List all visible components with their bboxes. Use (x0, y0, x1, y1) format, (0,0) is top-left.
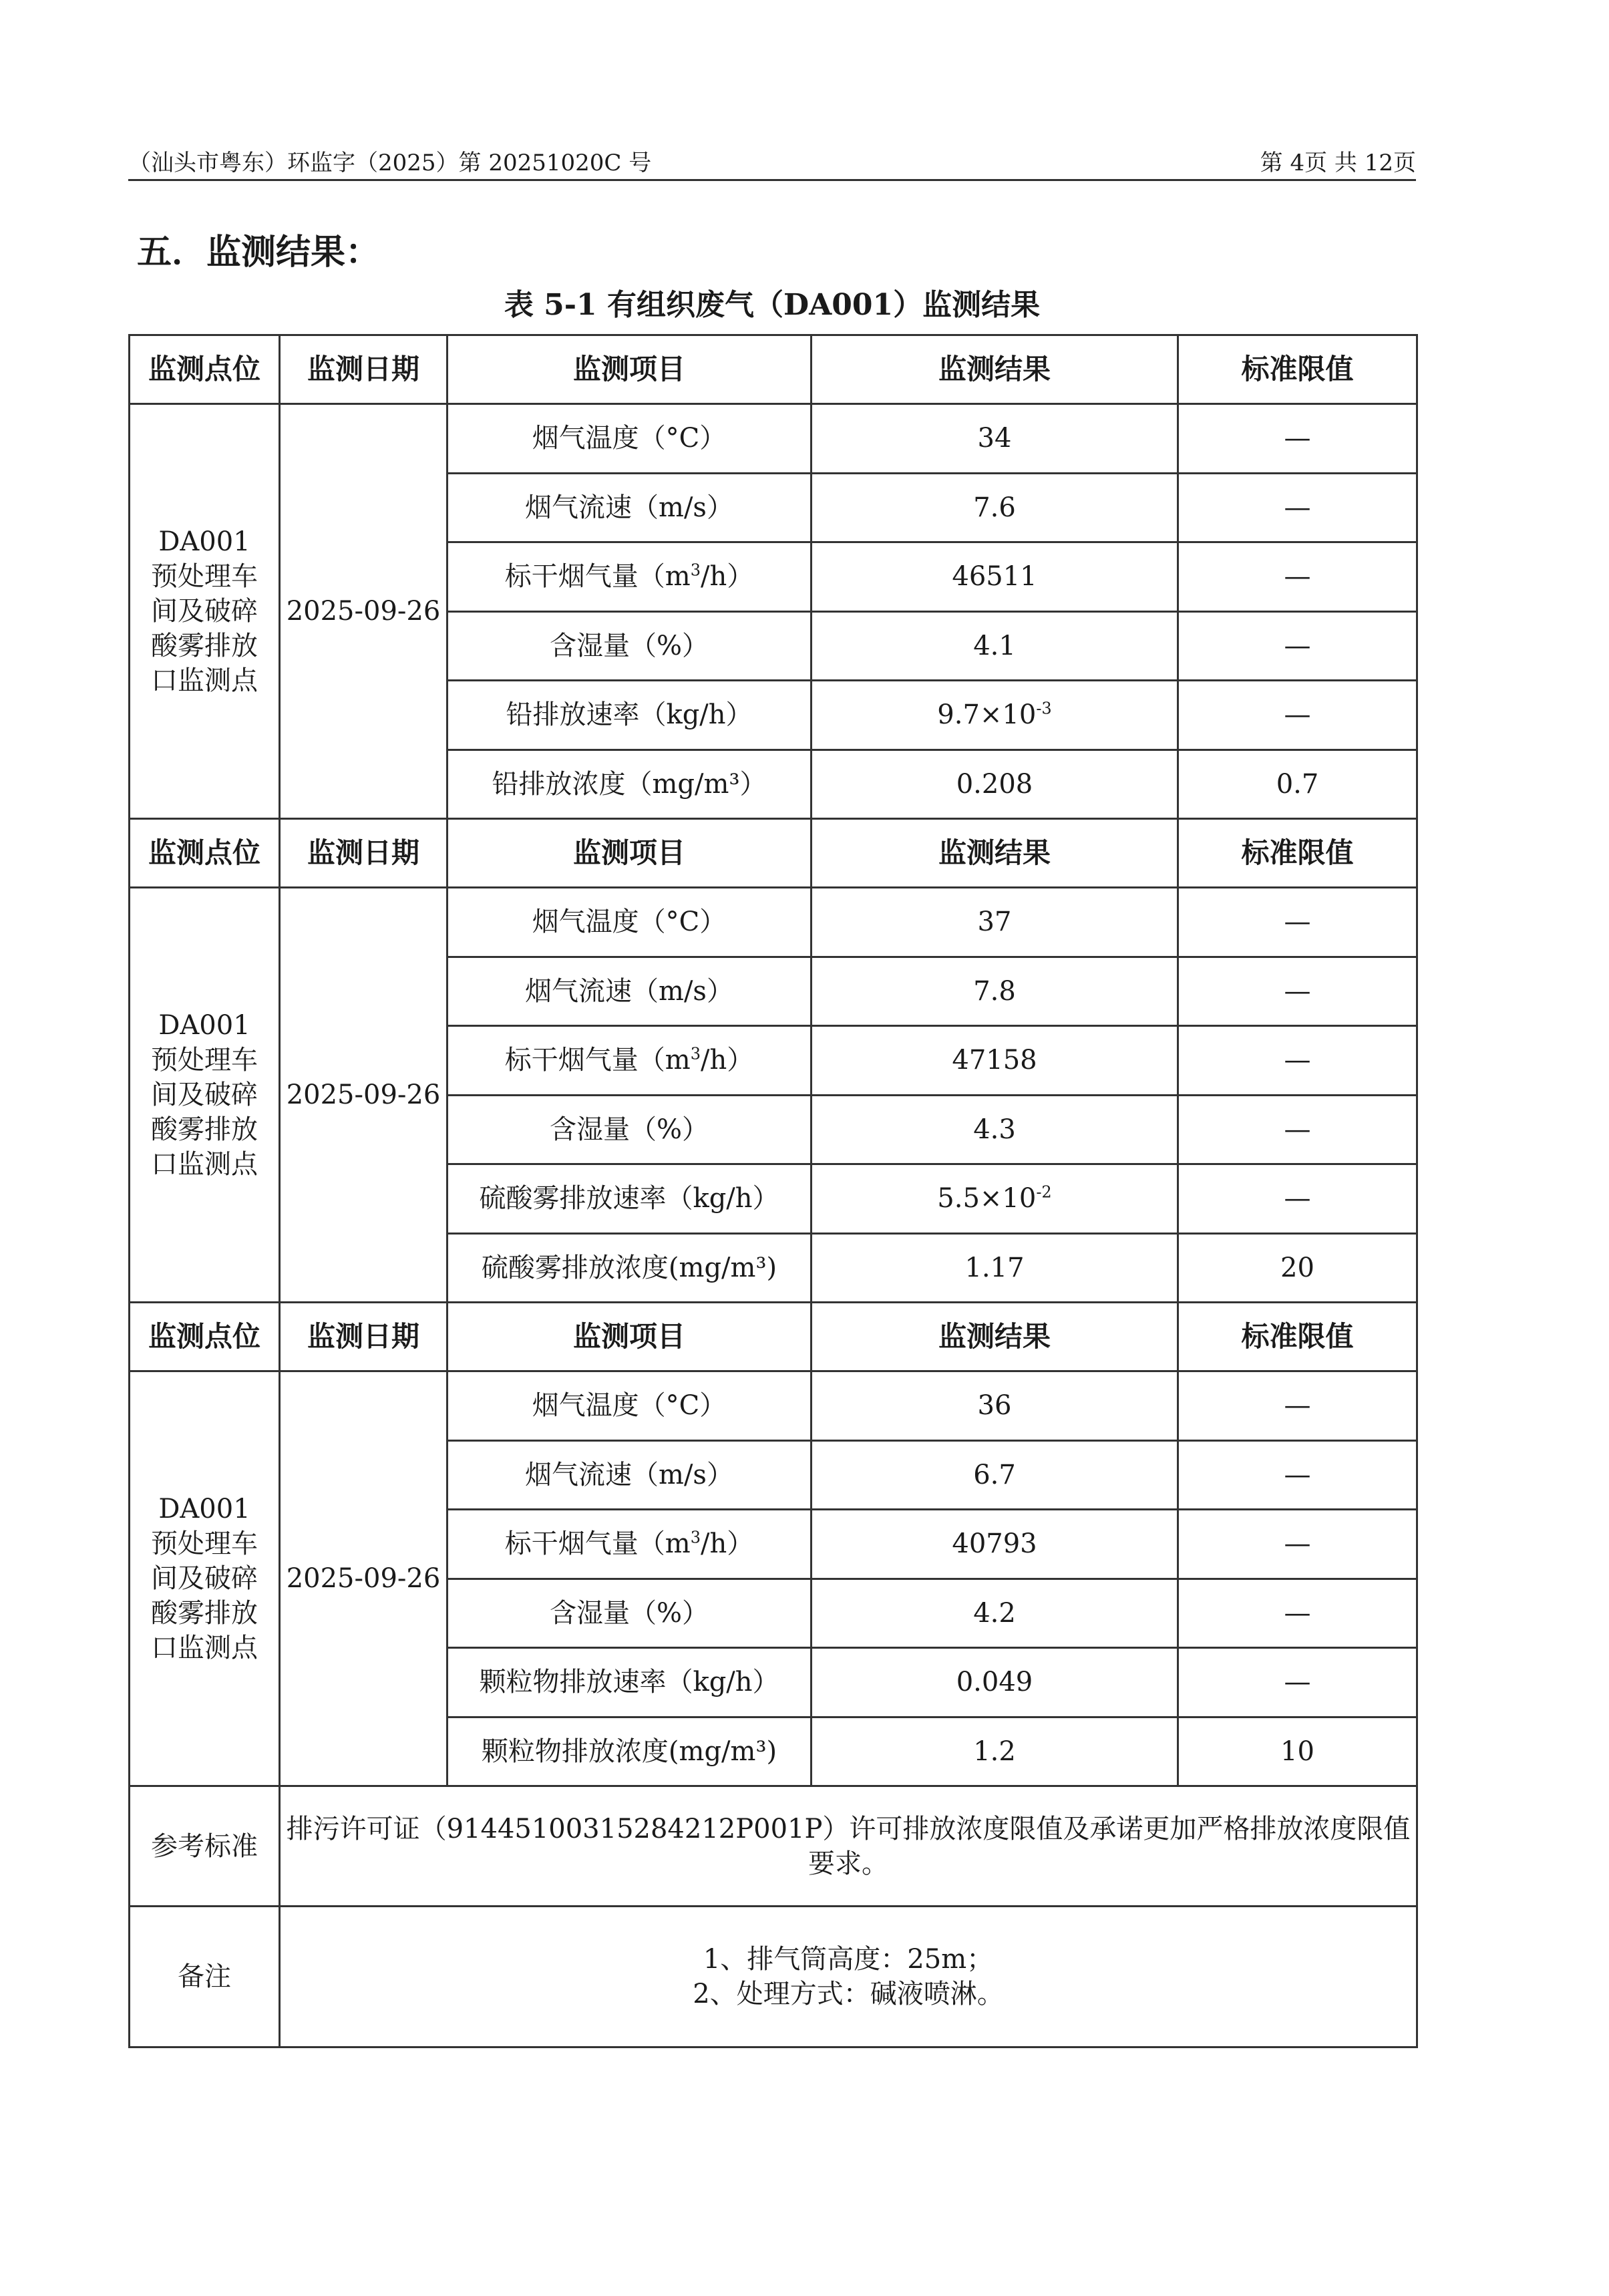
monitoring-point-line: 间及破碎 (151, 1563, 258, 1594)
column-header: 监测点位 (130, 819, 280, 888)
monitoring-item: 烟气温度（°C） (448, 404, 812, 474)
standard-limit: 10 (1178, 1717, 1417, 1786)
monitoring-item: 烟气流速（m/s） (448, 473, 812, 542)
table-header-row (130, 1303, 1417, 1371)
monitoring-item: 烟气温度（°C） (448, 888, 812, 957)
monitoring-item: 标干烟气量$(m^3/h)$ (448, 542, 812, 612)
monitoring-point-line: 口监测点 (151, 665, 258, 696)
report-number: （汕头市粤东）环监字（2025）第 20251020C 号 (128, 150, 652, 176)
monitoring-result: 4.3 (812, 1095, 1178, 1164)
monitoring-result: 40793 (812, 1510, 1178, 1579)
standard-limit: — (1178, 1095, 1417, 1164)
notes-label: 备注 (130, 1907, 280, 2047)
standard-limit: — (1178, 1440, 1417, 1510)
reference-label: 参考标准 (130, 1786, 280, 1907)
standard-limit: — (1178, 888, 1417, 957)
section-title: 五．监测结果： (137, 232, 381, 273)
monitoring-result: 46511 (812, 542, 1178, 612)
monitoring-item: 烟气流速（m/s） (448, 1440, 812, 1510)
monitoring-item: 铅排放浓度（mg/m³） (448, 750, 812, 819)
monitoring-point-line: 酸雾排放 (151, 631, 258, 661)
standard-limit: — (1178, 1648, 1417, 1717)
monitoring-result: 47158 (812, 1026, 1178, 1096)
monitoring-point-line: 预处理车 (151, 561, 258, 592)
notes-row (130, 1907, 1417, 2047)
monitoring-item: 烟气流速（m/s） (448, 957, 812, 1026)
monitoring-result: 34 (812, 404, 1178, 474)
monitoring-point-line: 酸雾排放 (151, 1598, 258, 1629)
monitoring-date: 2025-09-26 (280, 404, 448, 819)
column-header: 监测项目 (448, 1303, 812, 1371)
monitoring-result: 4.2 (812, 1579, 1178, 1648)
monitoring-item: 铅排放速率（kg/h） (448, 681, 812, 750)
column-header: 监测日期 (280, 335, 448, 404)
column-header: 监测结果 (812, 819, 1178, 888)
column-header: 标准限值 (1178, 1303, 1417, 1371)
standard-limit: — (1178, 542, 1417, 612)
monitoring-date: 2025-09-26 (280, 1371, 448, 1786)
monitoring-result: 0.049 (812, 1648, 1178, 1717)
monitoring-point-line: 酸雾排放 (151, 1114, 258, 1145)
monitoring-result: 7.6 (812, 473, 1178, 542)
standard-limit: — (1178, 1371, 1417, 1441)
column-header: 监测结果 (812, 1303, 1178, 1371)
monitoring-point-line: DA001 (158, 526, 250, 557)
column-header: 标准限值 (1178, 335, 1417, 404)
table-row (130, 888, 1417, 957)
monitoring-point-line: 预处理车 (151, 1528, 258, 1559)
standard-limit: — (1178, 1579, 1417, 1648)
monitoring-point-line: DA001 (158, 1010, 250, 1041)
column-header: 监测项目 (448, 335, 812, 404)
monitoring-point-line: 间及破碎 (151, 596, 258, 627)
monitoring-item: 颗粒物排放速率（kg/h） (448, 1648, 812, 1717)
column-header: 监测点位 (130, 335, 280, 404)
standard-limit: — (1178, 1026, 1417, 1096)
table-row (130, 404, 1417, 474)
table-header-row (130, 335, 1417, 404)
monitoring-item: 含湿量（%） (448, 611, 812, 681)
note-line: 1、排气筒高度：25m； (703, 1944, 994, 1975)
standard-limit: — (1178, 957, 1417, 1026)
page-header (128, 139, 1416, 181)
table-title: 表 5-1 有组织废气（DA001）监测结果 (504, 288, 1041, 322)
monitoring-item: 标干烟气量$(m^3/h)$ (448, 1510, 812, 1579)
monitoring-item: 硫酸雾排放速率（kg/h） (448, 1164, 812, 1234)
standard-limit: — (1178, 1510, 1417, 1579)
monitoring-result: $5.5\times 10^{-2}$ (812, 1164, 1178, 1234)
monitoring-point-line: DA001 (158, 1494, 250, 1524)
monitoring-item: 烟气温度（°C） (448, 1371, 812, 1441)
monitoring-result: 4.1 (812, 611, 1178, 681)
monitoring-point-line: 预处理车 (151, 1045, 258, 1076)
reference-row (130, 1786, 1417, 1907)
monitoring-results-table (128, 334, 1418, 2048)
column-header: 监测项目 (448, 819, 812, 888)
monitoring-result: $9.7\times 10^{-3}$ (812, 681, 1178, 750)
standard-limit: — (1178, 1164, 1417, 1234)
monitoring-point-line: 口监测点 (151, 1633, 258, 1663)
monitoring-point-line: 间及破碎 (151, 1080, 258, 1110)
standard-limit: — (1178, 404, 1417, 474)
column-header: 监测结果 (812, 335, 1178, 404)
monitoring-result: 7.8 (812, 957, 1178, 1026)
column-header: 监测日期 (280, 1303, 448, 1371)
monitoring-result: 36 (812, 1371, 1178, 1441)
monitoring-date: 2025-09-26 (280, 888, 448, 1303)
table-header-row (130, 819, 1417, 888)
note-line: 2、处理方式：碱液喷淋。 (693, 1979, 1004, 2009)
monitoring-point (130, 404, 280, 819)
monitoring-result: 6.7 (812, 1440, 1178, 1510)
monitoring-item: 标干烟气量$(m^3/h)$ (448, 1026, 812, 1096)
monitoring-point (130, 1371, 280, 1786)
column-header: 监测点位 (130, 1303, 280, 1371)
monitoring-result: 1.2 (812, 1717, 1178, 1786)
monitoring-result: 0.208 (812, 750, 1178, 819)
standard-limit: 0.7 (1178, 750, 1417, 819)
monitoring-item: 含湿量（%） (448, 1579, 812, 1648)
standard-limit: — (1178, 681, 1417, 750)
monitoring-point (130, 888, 280, 1303)
standard-limit: 20 (1178, 1233, 1417, 1303)
column-header: 标准限值 (1178, 819, 1417, 888)
column-header: 监测日期 (280, 819, 448, 888)
monitoring-result: 37 (812, 888, 1178, 957)
monitoring-point-line: 口监测点 (151, 1149, 258, 1180)
monitoring-item: 颗粒物排放浓度(mg/m³) (448, 1717, 812, 1786)
standard-limit: — (1178, 473, 1417, 542)
monitoring-item: 含湿量（%） (448, 1095, 812, 1164)
notes-text (280, 1907, 1417, 2047)
monitoring-item: 硫酸雾排放浓度(mg/m³) (448, 1233, 812, 1303)
page-number: 第 4页 共 12页 (1260, 150, 1416, 176)
standard-limit: — (1178, 611, 1417, 681)
table-row (130, 1371, 1417, 1441)
monitoring-result: 1.17 (812, 1233, 1178, 1303)
reference-text: 排污许可证（91445100315284212P001P）许可排放浓度限值及承诺更加严格排放浓度限值要求。 (280, 1786, 1417, 1907)
